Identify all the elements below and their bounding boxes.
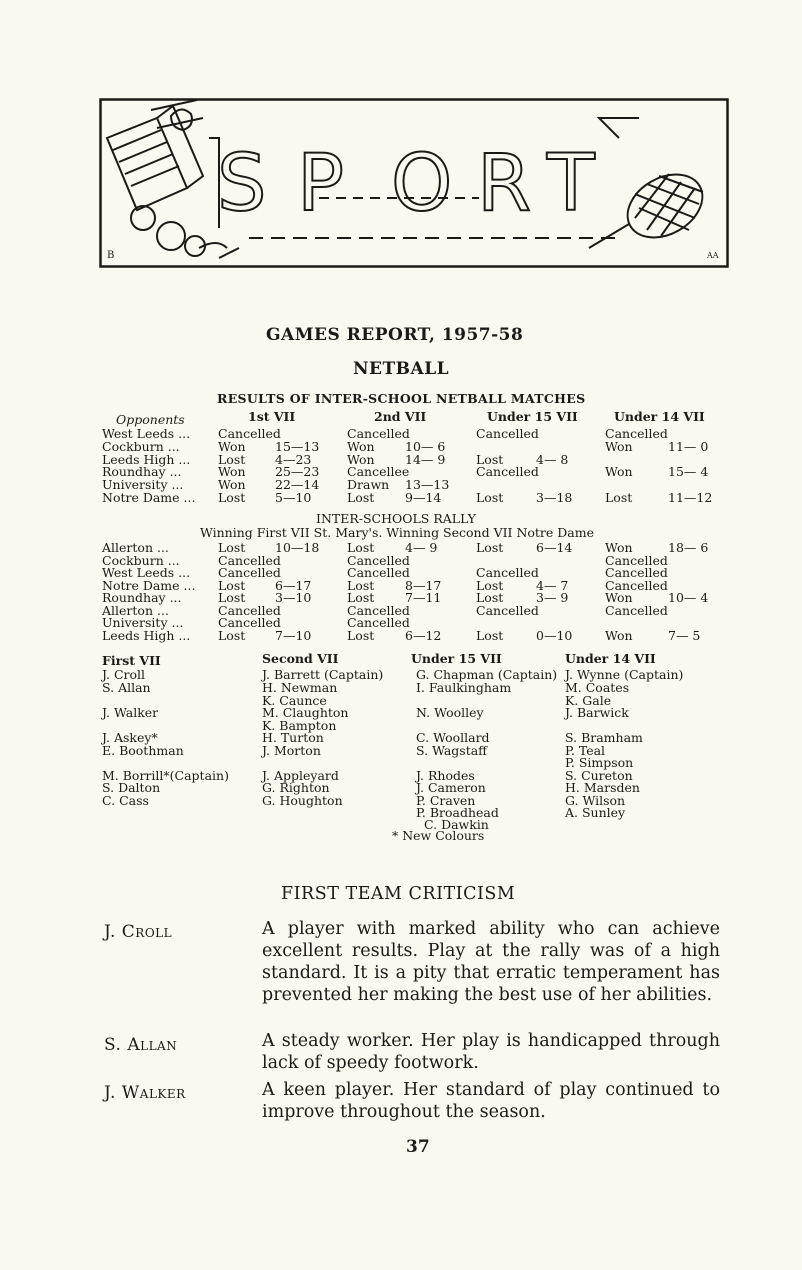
team-player: G. Righton [262, 780, 330, 795]
result-cell: Lost [347, 490, 375, 505]
opponent-cell: Allerton ... [102, 602, 169, 618]
hurdle-drawing-icon [107, 100, 227, 256]
score-cell: 13—13 [405, 477, 450, 493]
result-cell: Won [605, 464, 633, 480]
opponent-cell: Roundhay ... [102, 464, 182, 480]
result-cell: Cancelled [347, 565, 410, 580]
result-cell: Cancelled [347, 552, 410, 568]
team-player: I. Faulkingham [416, 680, 512, 695]
page-number: 37 [406, 1137, 430, 1157]
banner-letter-s: S [217, 139, 267, 229]
banner-letter-o: O [391, 139, 453, 229]
result-cell: Lost [218, 590, 246, 605]
team-player: J. Rhodes [416, 768, 475, 783]
score-cell: 6—12 [405, 627, 442, 643]
result-cell: Cancelled [476, 426, 539, 441]
team-player: J. Barwick [565, 705, 629, 720]
criticism-text: A player with marked ability who can achieve excellent results. Play at the rally was of a high standard. It is a pity that erratic temperament has prevented her making the best use of her abilities. [262, 919, 720, 1005]
result-cell: Won [605, 540, 633, 555]
result-cell: Won [605, 627, 633, 643]
team-player: S. Dalton [102, 780, 161, 795]
report-title: GAMES REPORT, 1957-58 [266, 325, 524, 345]
score-cell: 3—10 [275, 590, 312, 605]
team-player: P. Broadhead [416, 805, 499, 820]
team-player: K. Caunce [262, 693, 327, 708]
score-cell: 6—14 [536, 540, 573, 555]
score-cell: 25—23 [275, 464, 320, 480]
score-cell: 10— 6 [405, 438, 446, 454]
team-player: H. Newman [262, 680, 338, 695]
result-cell: Cancelled [347, 602, 410, 618]
result-cell: Cancelled [605, 565, 668, 580]
team-player: C. Woollard [416, 730, 490, 745]
score-cell: 7—11 [405, 590, 442, 605]
result-cell: Lost [476, 590, 504, 605]
score-cell: 15— 4 [668, 464, 709, 480]
result-cell: Lost [218, 627, 246, 643]
score-cell: 4— 7 [536, 577, 569, 593]
team-player: K. Gale [565, 693, 612, 708]
team-player: P. Simpson [565, 755, 634, 770]
result-cell: Cancelled [605, 577, 668, 593]
opponent-cell: Roundhay ... [102, 590, 182, 605]
results-header-second: 2nd VII [374, 409, 427, 424]
team-player: N. Woolley [416, 705, 484, 720]
opponent-cell: West Leeds ... [102, 426, 191, 441]
opponent-cell: West Leeds ... [102, 565, 191, 580]
result-cell: Cancelled [476, 464, 539, 480]
banner-letter-t: T [547, 139, 595, 229]
score-cell: 22—14 [275, 477, 320, 493]
score-cell: 4—23 [275, 451, 312, 467]
result-cell: Cancelled [476, 565, 539, 580]
score-cell: 8—17 [405, 577, 442, 593]
team-player: A. Sunley [565, 805, 626, 820]
result-cell: Lost [476, 451, 504, 467]
score-cell: 0—10 [536, 627, 573, 643]
result-cell: Won [347, 438, 375, 454]
criticism-name: S. Allan [104, 1035, 178, 1055]
result-cell: Cancelled [218, 552, 281, 568]
result-cell: Lost [347, 627, 375, 643]
result-cell: Lost [476, 490, 504, 505]
artist-initial-b: B [107, 250, 115, 261]
score-cell: 9—14 [405, 490, 442, 505]
score-cell: 4— 9 [405, 540, 438, 555]
score-cell: 4— 8 [536, 451, 569, 467]
team-header-u15: Under 15 VII [411, 651, 502, 666]
results-header-u15: Under 15 VII [487, 409, 578, 424]
score-cell: 3—18 [536, 490, 573, 505]
result-cell: Cancelled [218, 426, 281, 441]
tennis-racket-icon [589, 118, 714, 250]
rally-title: INTER-SCHOOLS RALLY [316, 511, 476, 526]
score-cell: 3— 9 [536, 590, 569, 605]
opponent-cell: Cockburn ... [102, 552, 180, 568]
score-cell: 7—10 [275, 627, 312, 643]
result-cell: Drawn [347, 477, 390, 493]
result-cell: Cancelled [218, 565, 281, 580]
team-player: J. Askey* [102, 730, 158, 745]
team-player: S. Wagstaff [416, 743, 488, 758]
result-cell: Lost [476, 627, 504, 643]
team-player: S. Bramham [565, 730, 643, 745]
opponent-cell: Allerton ... [102, 540, 169, 555]
result-cell: Lost [218, 577, 246, 593]
banner-letter-r: R [477, 139, 532, 229]
opponent-cell: Leeds High ... [102, 451, 191, 467]
result-cell: Won [347, 451, 375, 467]
result-cell: Cancellee [347, 464, 410, 480]
result-cell: Lost [347, 540, 375, 555]
opponent-cell: University ... [102, 477, 184, 493]
banner-letters [217, 139, 595, 229]
result-cell: Lost [347, 590, 375, 605]
result-cell: Cancelled [347, 615, 410, 630]
result-cell: Won [218, 464, 246, 480]
opponent-cell: University ... [102, 615, 184, 630]
team-player: J. Walker [102, 705, 159, 720]
result-cell: Lost [347, 577, 375, 593]
result-cell: Cancelled [218, 615, 281, 630]
results-header-first: 1st VII [248, 409, 296, 424]
result-cell: Cancelled [476, 602, 539, 618]
result-cell: Cancelled [347, 426, 410, 441]
team-player: M. Borrill*(Captain) [102, 768, 229, 783]
score-cell: 7— 5 [668, 627, 701, 643]
sport-banner [99, 98, 729, 268]
section-title: NETBALL [353, 359, 450, 379]
score-cell: 18— 6 [668, 540, 709, 555]
score-cell: 5—10 [275, 490, 312, 505]
team-header-u14: Under 14 VII [565, 651, 656, 666]
score-cell: 10—18 [275, 540, 320, 555]
team-player: J. Croll [102, 667, 146, 682]
result-cell: Cancelled [605, 426, 668, 441]
team-player: G. Wilson [565, 793, 626, 808]
team-player: S. Allan [102, 680, 151, 695]
result-cell: Lost [218, 490, 246, 505]
team-player: J. Cameron [416, 780, 486, 795]
team-player: P. Craven [416, 793, 476, 808]
results-header-u14: Under 14 VII [614, 409, 705, 424]
score-cell: 11— 0 [668, 438, 709, 454]
team-player: M. Coates [565, 680, 630, 695]
rally-subtitle: Winning First VII St. Mary's. Winning Second VII Notre Dame [200, 525, 595, 540]
result-cell: Won [605, 438, 633, 454]
team-header-first: First VII [102, 653, 161, 668]
criticism-name: J. Walker [104, 1083, 186, 1103]
criticism-title: FIRST TEAM CRITICISM [281, 884, 516, 904]
team-player: K. Bampton [262, 718, 337, 733]
result-cell: Lost [605, 490, 633, 505]
result-cell: Cancelled [605, 602, 668, 618]
criticism-text: A steady worker. Her play is handicapped through lack of speedy footwork. [262, 1031, 720, 1073]
artist-initials-aa: AA [707, 251, 719, 260]
result-cell: Lost [218, 540, 246, 555]
result-cell: Cancelled [605, 552, 668, 568]
score-cell: 10— 4 [668, 590, 709, 605]
results-title: RESULTS OF INTER-SCHOOL NETBALL MATCHES [217, 391, 586, 406]
team-player: G. Houghton [262, 793, 343, 808]
result-cell: Cancelled [218, 602, 281, 618]
score-cell: 6—17 [275, 577, 312, 593]
result-cell: Won [605, 590, 633, 605]
team-player: H. Turton [262, 730, 324, 745]
banner-letter-p: P [297, 139, 345, 229]
criticism-name: J. Croll [104, 922, 173, 942]
result-cell: Lost [218, 451, 246, 467]
opponent-cell: Cockburn ... [102, 438, 180, 454]
result-cell: Lost [476, 577, 504, 593]
result-cell: Lost [476, 540, 504, 555]
team-player: M. Claughton [262, 705, 349, 720]
opponent-cell: Notre Dame ... [102, 577, 196, 593]
team-player: G. Chapman (Captain) [416, 667, 558, 682]
team-player: J. Wynne (Captain) [565, 667, 684, 682]
team-player: C. Dawkin [424, 817, 489, 832]
team-player: C. Cass [102, 793, 149, 808]
colours-footnote: * New Colours [392, 828, 485, 843]
result-cell: Won [218, 438, 246, 454]
result-cell: Won [218, 477, 246, 493]
opponent-cell: Notre Dame ... [102, 490, 196, 505]
team-player: J. Morton [262, 743, 321, 758]
team-header-second: Second VII [262, 651, 339, 666]
team-player: P. Teal [565, 743, 606, 758]
score-cell: 11—12 [668, 490, 713, 505]
team-player: S. Cureton [565, 768, 633, 783]
opponent-cell: Leeds High ... [102, 627, 191, 643]
criticism-text: A keen player. Her standard of play continued to improve throughout the season. [262, 1080, 720, 1122]
score-cell: 14— 9 [405, 451, 446, 467]
results-header-opponents: Opponents [116, 412, 185, 427]
team-player: J. Appleyard [262, 768, 339, 783]
team-player: H. Marsden [565, 780, 640, 795]
score-cell: 15—13 [275, 438, 320, 454]
team-player: J. Barrett (Captain) [262, 667, 384, 682]
team-player: E. Boothman [102, 743, 184, 758]
